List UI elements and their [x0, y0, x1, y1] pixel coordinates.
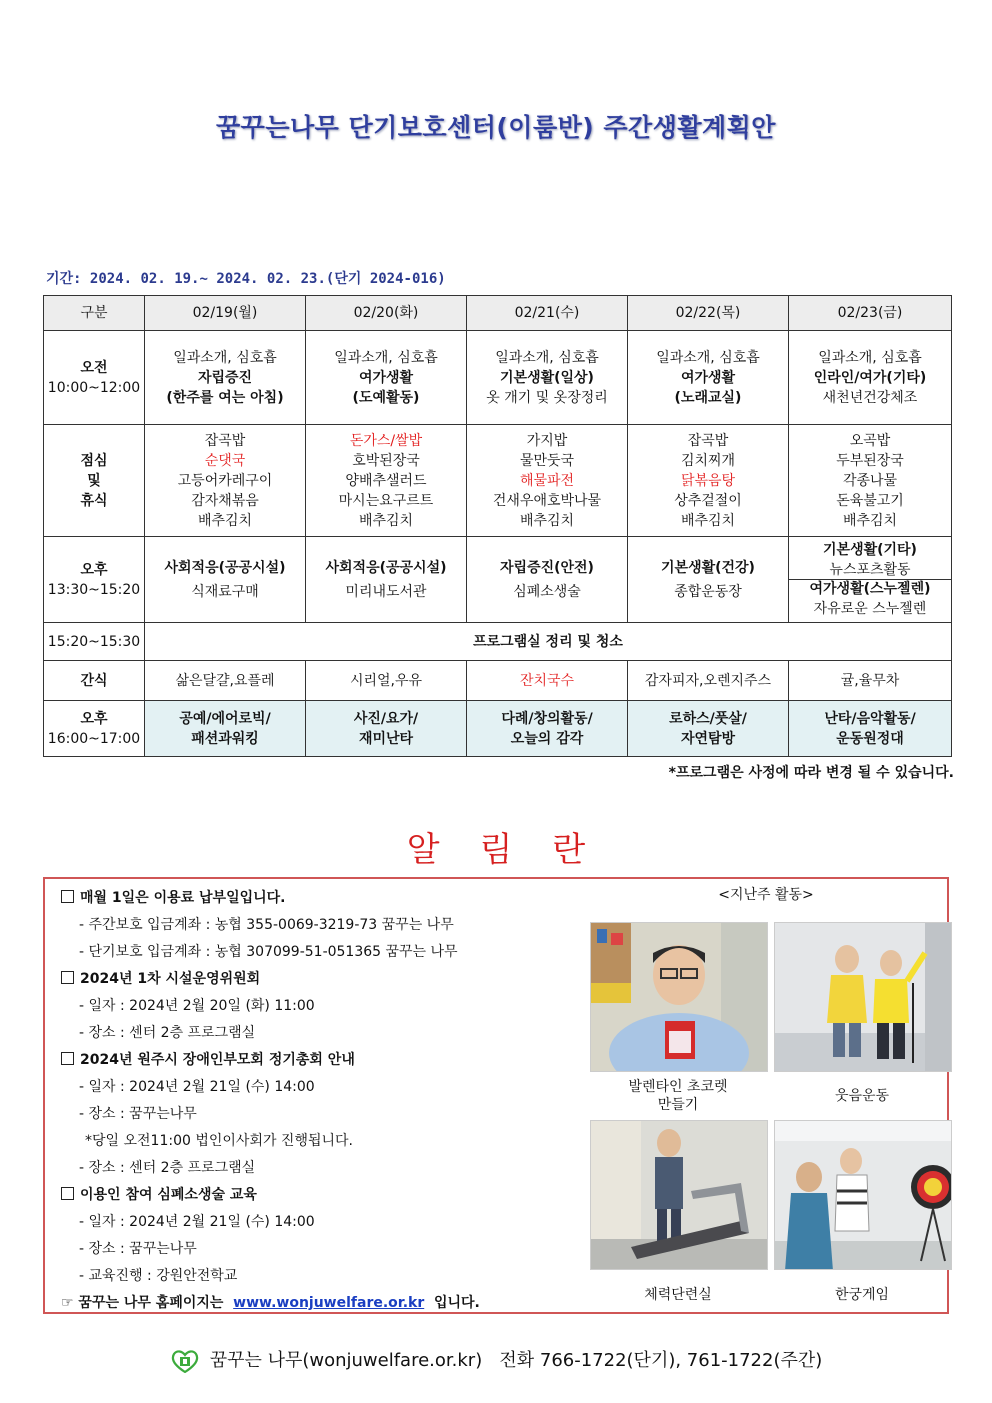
header-cell: 02/23(금): [789, 296, 952, 331]
footer: 꿈꾸는 나무(wonjuwelfare.or.kr) 전화 766-1722(단기), 761-1722(주간): [0, 1346, 992, 1373]
caption-valentine: 발렌타인 초코렛 만들기: [628, 1079, 728, 1113]
snack-row: [44, 661, 952, 701]
tree-logo-icon: [170, 1349, 200, 1373]
activity-cell: 로하스/풋살/ 자연탐방: [628, 701, 789, 757]
pm-cell: 자립증진(안전) 심폐소생술: [467, 537, 628, 623]
row-label: 오후 16:00~17:00: [44, 701, 145, 757]
pm-cell-split: 기본생활(기타) 뉴스포츠활동 여가생활(스누젤렌) 자유로운 스누젤렌: [789, 537, 952, 623]
activity-cell: 난타/음악활동/ 운동원정대: [789, 701, 952, 757]
homepage-link[interactable]: www.wonjuwelfare.or.kr: [233, 1295, 425, 1311]
notice-title: 알림란: [406, 830, 626, 870]
pm-cell: 사회적응(공공시설) 미리내도서관: [306, 537, 467, 623]
notice-list: [61, 885, 581, 1317]
notice-heading: 이용인 참여 심폐소생술 교육: [61, 1182, 581, 1209]
notice-line: - 교육진행 : 강원안전학교: [79, 1268, 238, 1284]
notice-line: - 장소 : 센터 2층 프로그램실: [79, 1160, 256, 1176]
header-cell: 02/22(목): [628, 296, 789, 331]
weekly-schedule-table: [43, 295, 952, 757]
period-text: 기간: 2024. 02. 19.~ 2024. 02. 23.(단기 2024-016): [46, 271, 446, 287]
menu-cell: 잡곡밥 김치찌개 닭볶음탕 상추겉절이 배추김치: [628, 425, 789, 537]
pm2-row: [44, 701, 952, 757]
am-cell: 일과소개, 심호흡 자립증진 (한주를 여는 아침): [145, 331, 306, 425]
photo-hangung-game: [774, 1120, 952, 1270]
table-header-row: [44, 296, 952, 331]
menu-cell: 잡곡밥 순댓국 고등어카레구이 감자채볶음 배추김치: [145, 425, 306, 537]
am-cell: 일과소개, 심호흡 인라인/여가(기타) 새천년건강체조: [789, 331, 952, 425]
notice-line: *당일 오전11:00 법인이사회가 진행됩니다.: [85, 1133, 354, 1149]
row-label: 오후 13:30~15:20: [44, 537, 145, 623]
gallery-title: <지난주 활동>: [718, 887, 814, 903]
checkbox-icon: [61, 890, 74, 903]
menu-cell: 가지밥 물만둣국 해물파전 건새우애호박나물 배추김치: [467, 425, 628, 537]
snack-cell: 감자피자,오렌지주스: [628, 661, 789, 701]
notice-line: - 일자 : 2024년 2월 20일 (화) 11:00: [79, 998, 315, 1014]
snack-cell: 시리얼,우유: [306, 661, 467, 701]
activity-cell: 사진/요가/ 재미난타: [306, 701, 467, 757]
activity-cell: 다례/창의활동/ 오늘의 감각: [467, 701, 628, 757]
caption-hangung: 한궁게임: [834, 1287, 890, 1303]
row-label: 오전 10:00~12:00: [44, 331, 145, 425]
row-label: 점심 및 휴식: [44, 425, 145, 537]
notice-line: - 장소 : 꿈꾸는나무: [79, 1241, 197, 1257]
clean-row: [44, 623, 952, 661]
checkbox-icon: [61, 1052, 74, 1065]
activity-cell: 공예/에어로빅/ 패션과워킹: [145, 701, 306, 757]
caption-fitness: 체력단련실: [644, 1287, 712, 1303]
am-cell: 일과소개, 심호흡 여가생활 (노래교실): [628, 331, 789, 425]
page-title: 꿈꾸는나무 단기보호센터(이룸반) 주간생활계획안: [216, 113, 776, 142]
notice-line: - 단기보호 입금계좌 : 농협 307099-51-051365 꿈꾸는 나무: [79, 944, 458, 960]
am-row: [44, 331, 952, 425]
checkbox-icon: [61, 1187, 74, 1200]
clean-cell: 프로그램실 정리 및 청소: [145, 623, 952, 661]
menu-cell: 돈가스/쌀밥 호박된장국 양배추샐러드 마시는요구르트 배추김치: [306, 425, 467, 537]
notice-heading: 2024년 1차 시설운영위원회: [61, 966, 581, 993]
notice-line: - 일자 : 2024년 2월 21일 (수) 14:00: [79, 1214, 315, 1230]
row-label: 15:20~15:30: [44, 623, 145, 661]
notice-heading: 매월 1일은 이용료 납부일입니다.: [61, 885, 581, 912]
change-note: *프로그램은 사정에 따라 변경 될 수 있습니다.: [668, 765, 954, 781]
notice-line: - 장소 : 센터 2층 프로그램실: [79, 1025, 256, 1041]
caption-laughter: 웃음운동: [834, 1088, 890, 1104]
row-label: 간식: [44, 661, 145, 701]
am-cell: 일과소개, 심호흡 기본생활(일상) 옷 개기 및 옷장정리: [467, 331, 628, 425]
pm1-row: [44, 537, 952, 623]
header-cell: 02/20(화): [306, 296, 467, 331]
header-cell: 02/21(수): [467, 296, 628, 331]
notice-line: - 일자 : 2024년 2월 21일 (수) 14:00: [79, 1079, 315, 1095]
menu-cell: 오곡밥 두부된장국 각종나물 돈육불고기 배추김치: [789, 425, 952, 537]
snack-cell: 삶은달걀,요플레: [145, 661, 306, 701]
homepage-line: ☞ 꿈꾸는 나무 홈페이지는 www.wonjuwelfare.or.kr 입니다.: [61, 1295, 480, 1311]
header-cell: 구분: [44, 296, 145, 331]
checkbox-icon: [61, 971, 74, 984]
pm-cell: 사회적응(공공시설) 식재료구매: [145, 537, 306, 623]
notice-line: - 장소 : 꿈꾸는나무: [79, 1106, 197, 1122]
snack-cell: 귤,율무차: [789, 661, 952, 701]
pm-cell: 기본생활(건강) 종합운동장: [628, 537, 789, 623]
photo-fitness-room: [590, 1120, 768, 1270]
notice-line: - 주간보호 입금계좌 : 농협 355-0069-3219-73 꿈꾸는 나무: [79, 917, 454, 933]
photo-laughter-exercise: [774, 922, 952, 1072]
lunch-row: [44, 425, 952, 537]
notice-heading: 2024년 원주시 장애인부모회 정기총회 안내: [61, 1047, 581, 1074]
am-cell: 일과소개, 심호흡 여가생활 (도예활동): [306, 331, 467, 425]
header-cell: 02/19(월): [145, 296, 306, 331]
photo-valentine-chocolate: [590, 922, 768, 1072]
snack-cell: 잔치국수: [467, 661, 628, 701]
